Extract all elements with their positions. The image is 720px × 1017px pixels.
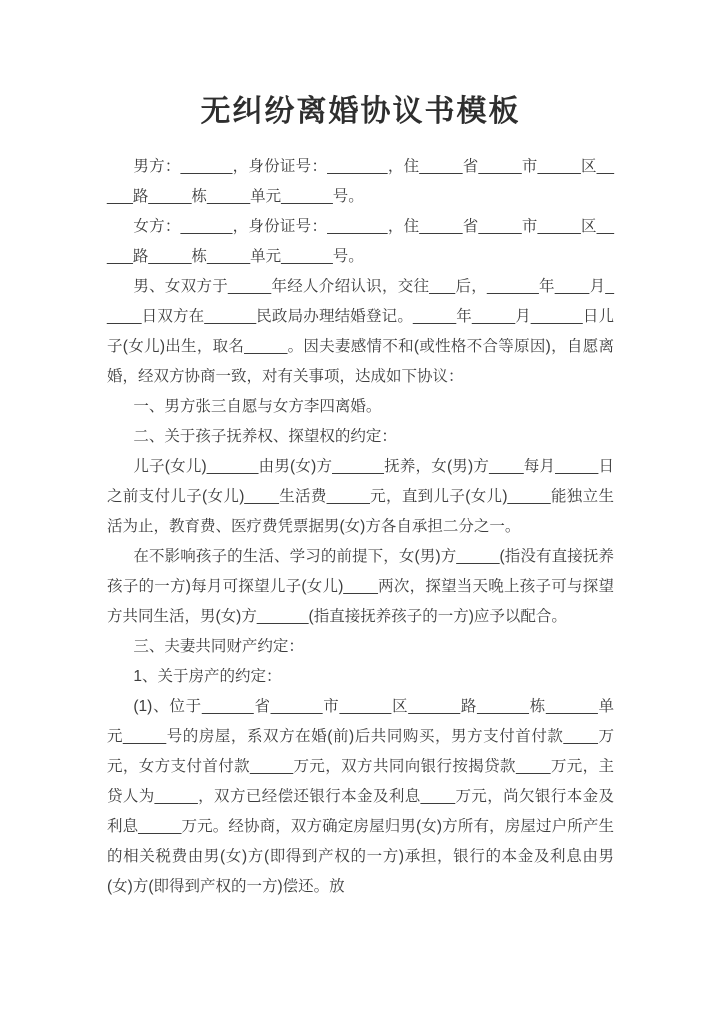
paragraph-house-agreement: (1)、位于______省______市______区______路______栋______单元_____号的房屋，系双方在婚(前)后共同购买，男方支付首付款____万元，女方支付首付款_____万元，双方共同向银行按揭贷款____万元，主贷人为_____，双方已经偿还银行本金及利息____万元，尚欠银行本金及利息_____万元。经协商，双方确定房屋归男(女)方所有，房屋过户所产生的相关税费由男(女)方(即得到产权的一方)承担，银行的本金及利息由男(女)方(即得到产权的一方)偿还。放	[107, 697, 614, 895]
paragraph-party-male: 男方：______，身份证号：_______，住_____省_____市_____区_____路_____栋_____单元______号。	[107, 157, 614, 205]
paragraph-marriage-background: 男、女双方于_____年经人介绍认识，交往___后，______年____月_____日双方在______民政局办理结婚登记。_____年_____月______日儿子(女儿)出生，取名_____。因夫妻感情不和(或性格不合等原因)，自愿离婚，经双方协商一致，对有关事项，达成如下协议：	[107, 277, 614, 385]
paragraph-clause-1-divorce: 一、男方张三自愿与女方李四离婚。	[133, 397, 382, 415]
paragraph-visitation: 在不影响孩子的生活、学习的前提下，女(男)方_____(指没有直接抚养孩子的一方)每月可探望儿子(女儿)____两次，探望当天晚上孩子可与探望方共同生活，男(女)方______(指直接抚养孩子的一方)应予以配合。	[107, 547, 614, 625]
paragraph-custody-support: 儿子(女儿)______由男(女)方______抚养，女(男)方____每月_____日之前支付儿子(女儿)____生活费_____元，直到儿子(女儿)_____能独立生活为止，教育费、医疗费凭票据男(女)方各自承担二分之一。	[107, 457, 614, 535]
document-title: 无纠纷离婚协议书模板	[200, 95, 521, 128]
paragraph-clause-3-heading: 三、夫妻共同财产约定：	[133, 637, 304, 655]
document-body	[107, 152, 614, 902]
paragraph-property-heading: 1、关于房产的约定：	[133, 667, 282, 685]
paragraph-clause-2-heading: 二、关于孩子抚养权、探望权的约定：	[133, 427, 397, 445]
paragraph-party-female: 女方：______，身份证号：_______，住_____省_____市_____区_____路_____栋_____单元______号。	[107, 217, 614, 265]
